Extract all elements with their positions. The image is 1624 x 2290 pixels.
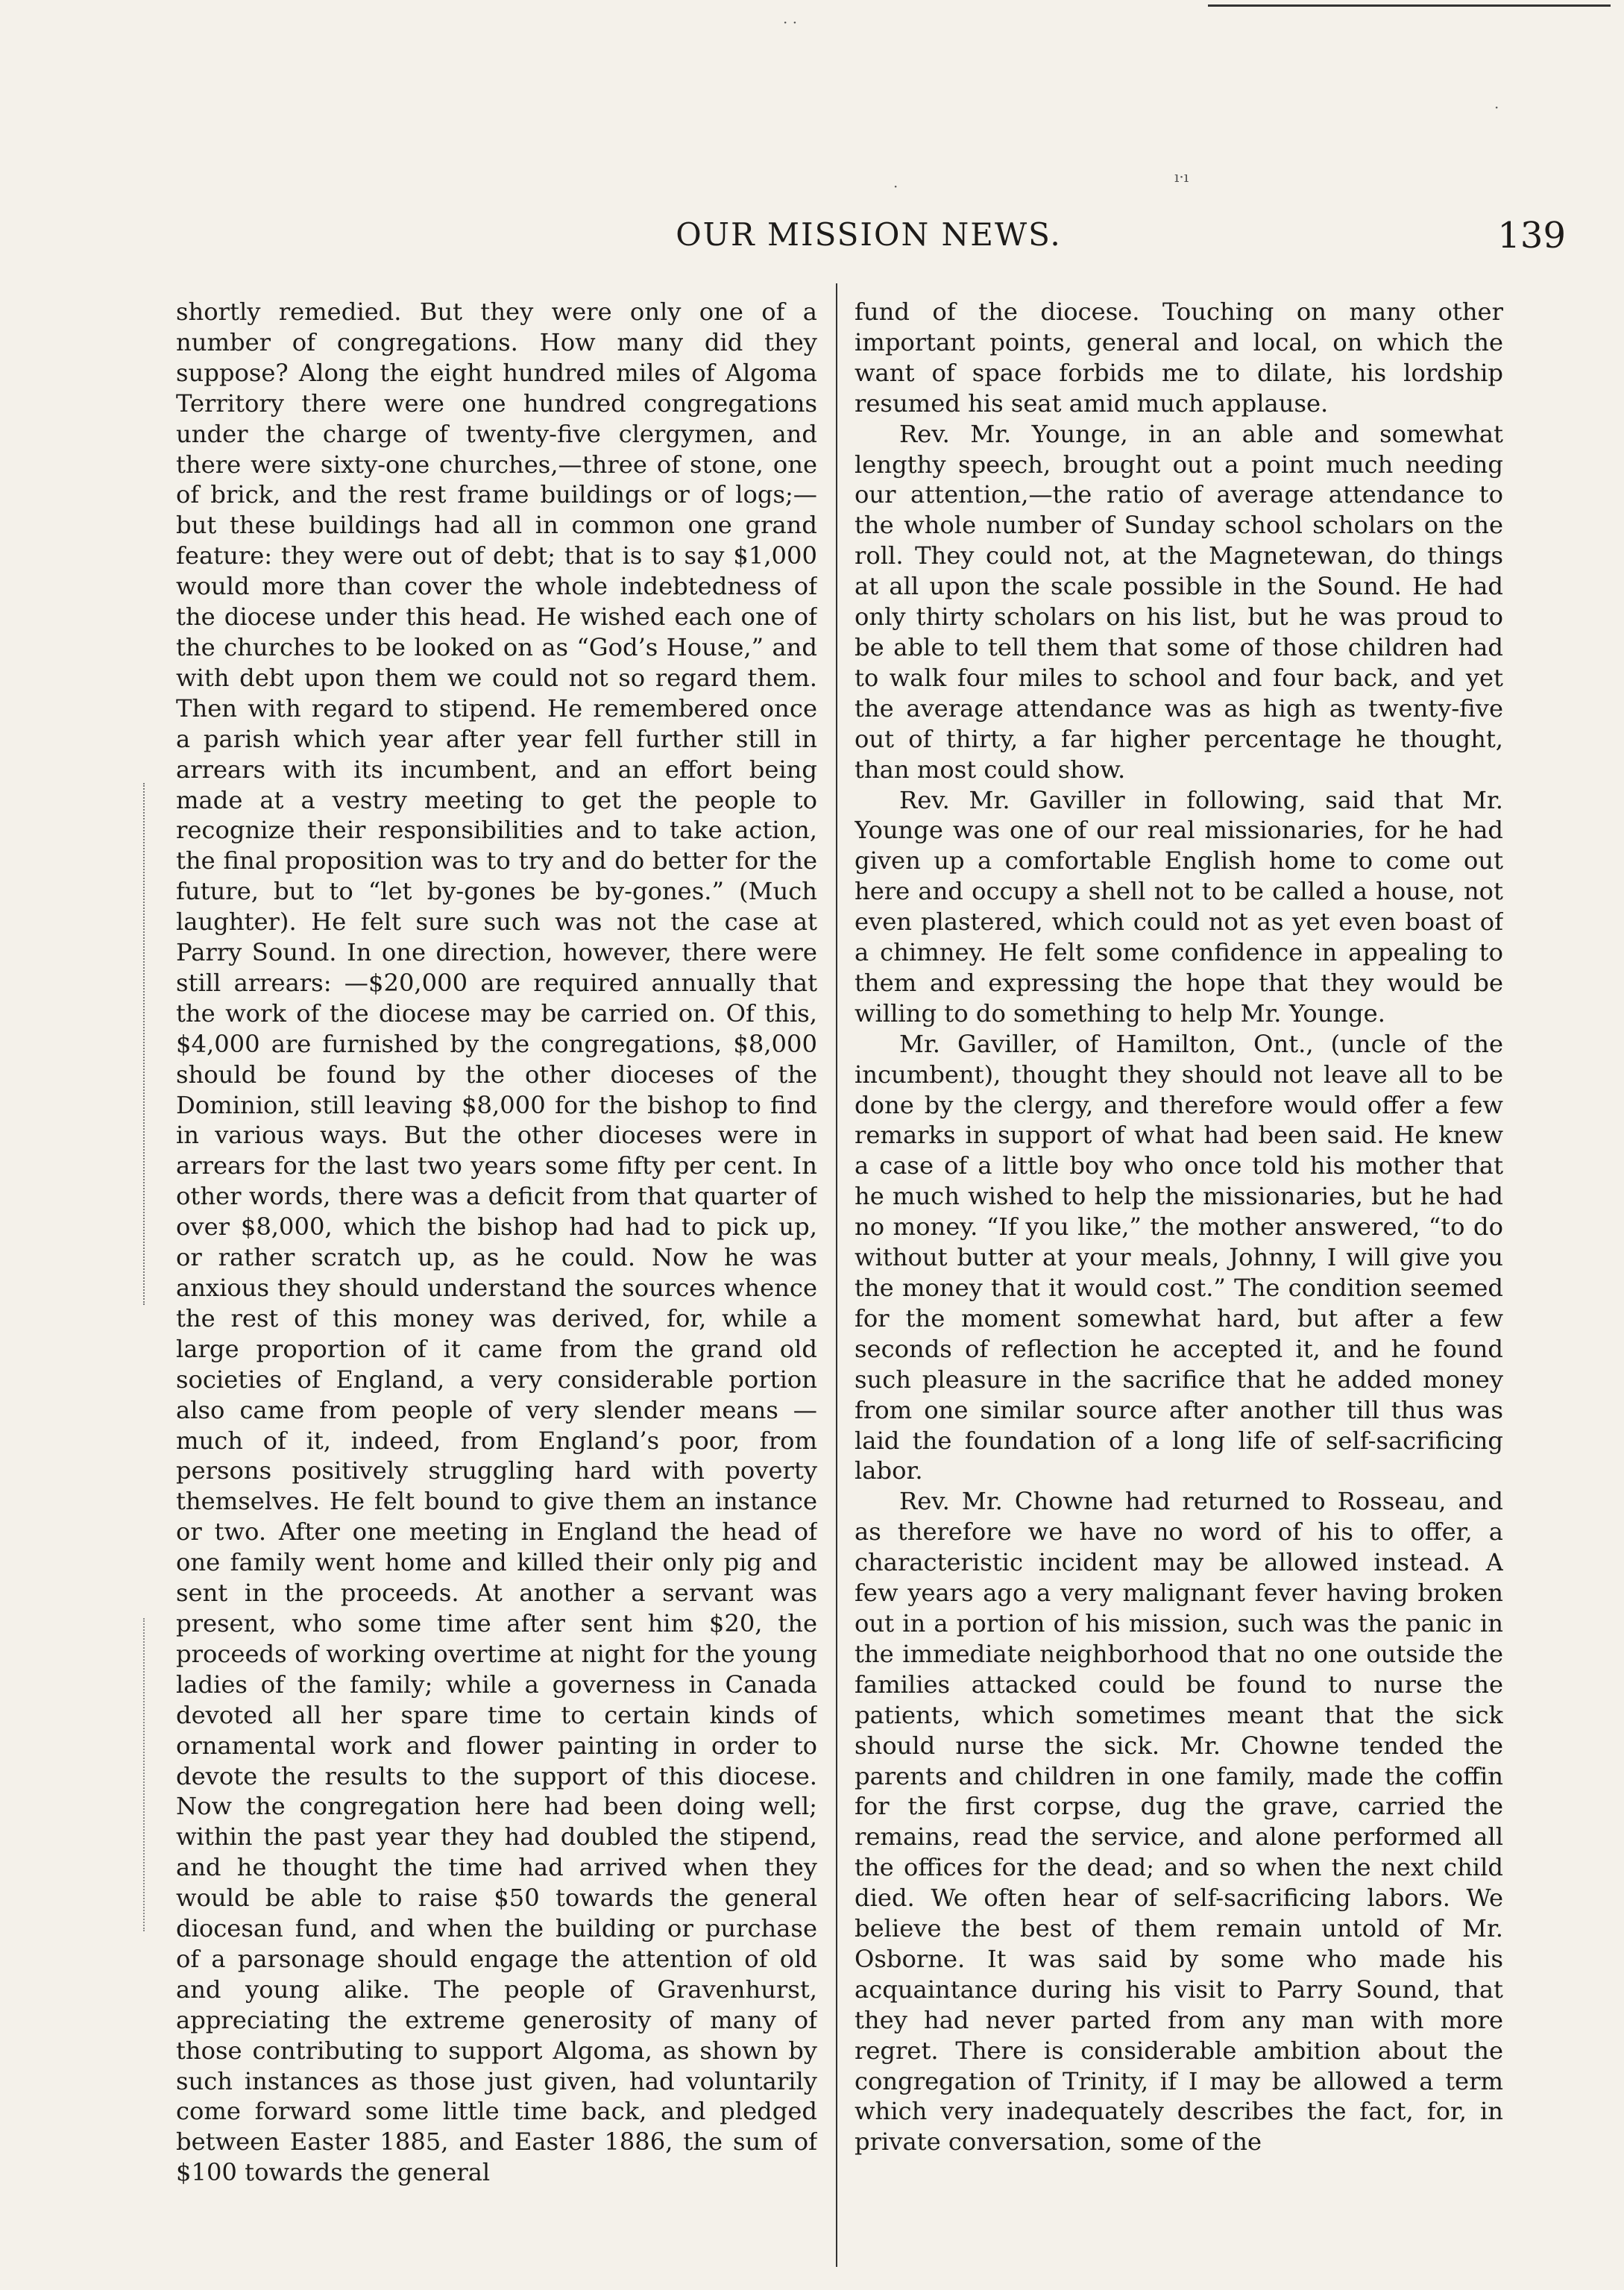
paragraph: Rev. Mr. Younge, in an able and somewhat lengthy speech, brought out a point much needing our attention,—the ratio of average attendance to the whole number of Sunday school scholars on the roll. They could not, at the Magnetewan, do things at all upon the scale possible in the Sound. He had only thirty scholars on his list, but he was proud to be able to tell them that some of those children had to walk four miles to school and four back, and yet the average attendance was as high as twenty-five out of thirty, a far higher percentage he thought, than most could show.	[855, 419, 1503, 784]
paragraph: shortly remedied. But they were only one of a number of congregations. How many did they suppose? Along the eight hundred miles of Algoma Territory there were one hundred congregations under the charge of twenty-five clergymen, and there were sixty-one churches,—three of stone, one of brick, and the rest frame buildings or of logs;—but these buildings had all in common one grand feature: they were out of debt; that is to say $1,000 would more than cover the whole indebtedness of the diocese under this head. He wished each one of the churches to be looked on as “God’s House,” and with debt upon them we could not so regard them. Then with regard to stipend. He remembered once a parish which year after year fell further still in arrears with its incumbent, and an effort being made at a vestry meeting to get the people to recognize their responsibilities and to take action, the final proposition was to try and do better for the future, but to “let by-gones be by-gones.” (Much laughter). He felt sure such was not the case at Parry Sound. In one direction, however, there were still arrears: —$20,000 are required annually that the work of the diocese may be carried on. Of this, $4,000 are furnished by the congregations, $8,000 should be found by the other dioceses of the Dominion, still leaving $8,000 for the bishop to find in various ways. But the other dioceses were in arrears for the last two years some fifty per cent. In other words, there was a deficit from that quarter of over $8,000, which the bishop had had to pick up, or rather scratch up, as he could. Now he was anxious they should understand the sources whence the rest of this money was derived, for, while a large proportion of it came from the grand old societies of England, a very considerable portion also came from people of very slender means —much of it, indeed, from England’s poor, from persons positively struggling hard with poverty themselves. He felt bound to give them an instance or two. After one meeting in England the head of one family went home and killed their only pig and sent in the proceeds. At another a servant was present, who some time after sent him $20, the proceeds of working overtime at night for the young ladies of the family; while a governess in Canada devoted all her spare time to certain kinds of ornamental work and flower painting in order to devote the results to the support of this diocese. Now the congregation here had been doing well; within the past year they had doubled the stipend, and he thought the time had arrived when they would be able to raise $50 towards the general diocesan fund, and when the building or purchase of a parsonage should engage the attention of old and young alike. The people of Gravenhurst, appreciating the extreme generosity of many of those contributing to support Algoma, as shown by such instances as those just given, had voluntarily come forward some little time back, and pledged between Easter 1885, and Easter 1886, the sum of $100 towards the general	[176, 298, 817, 2187]
print-speck: · ·	[783, 13, 798, 31]
page-number: 139	[1497, 215, 1566, 257]
print-speck: ·	[1494, 98, 1499, 116]
paragraph: Mr. Gaviller, of Hamilton, Ont., (uncle of the incumbent), thought they should not leave all to be done by the clergy, and therefore would offer a few remarks in support of what had been said. He knew a case of a little boy who once told his mother that he much wished to help the missionaries, but he had no money. “If you like,” the mother answered, “to do without butter at your meals, Johnny, I will give you the money that it would cost.” The condition seemed for the moment somewhat hard, but after a few seconds of reflection he accepted it, and he found such pleasure in the sacrifice that he added money from one similar source after another till thus was laid the foundation of a long life of self-sacrificing labor.	[855, 1029, 1503, 1485]
paragraph: Rev. Mr. Gaviller in following, said that Mr. Younge was one of our real missionaries, for he had given up a comfortable English home to come out here and occupy a shell not to be called a house, not even plastered, which could not as yet even boast of a chimney. He felt some confidence in appealing to them and expressing the hope that they would be willing to do something to help Mr. Younge.	[855, 785, 1503, 1028]
top-rule	[1208, 4, 1611, 7]
margin-pencil-marks	[143, 1618, 155, 1931]
page-header	[171, 209, 1566, 268]
paragraph: Rev. Mr. Chowne had returned to Rosseau, and as therefore we have no word of his to offer, a characteristic incident may be allowed instead. A few years ago a very malignant fever having broken out in a portion of his mission, such was the panic in the immediate neighborhood that no one outside the families attacked could be found to nurse the patients, which sometimes meant that the sick should nurse the sick. Mr. Chowne tended the parents and children in one family, made the coffin for the first corpse, dug the grave, carried the remains, read the service, and alone performed all the offices for the dead; and so when the next child died. We often hear of self-sacrificing labors. We believe the best of them remain untold of Mr. Osborne. It was said by some who made his acquaintance during his visit to Parry Sound, that they had never parted from any man with more regret. There is considerable ambition about the congregation of Trinity, if I may be allowed a term which very inadequately describes the fact, for, in private conversation, some of the	[855, 1487, 1503, 2157]
right-column	[855, 297, 1503, 2265]
left-column	[176, 297, 817, 2265]
running-title: OUR MISSION NEWS.	[676, 216, 1062, 253]
column-divider	[836, 283, 837, 2267]
margin-pencil-marks	[143, 783, 155, 1305]
print-speck: ·	[893, 177, 898, 195]
print-speck: ı·ı	[1174, 168, 1189, 186]
paragraph: fund of the diocese. Touching on many other important points, general and local, on which the want of space forbids me to dilate, his lordship resumed his seat amid much applause.	[855, 298, 1503, 418]
